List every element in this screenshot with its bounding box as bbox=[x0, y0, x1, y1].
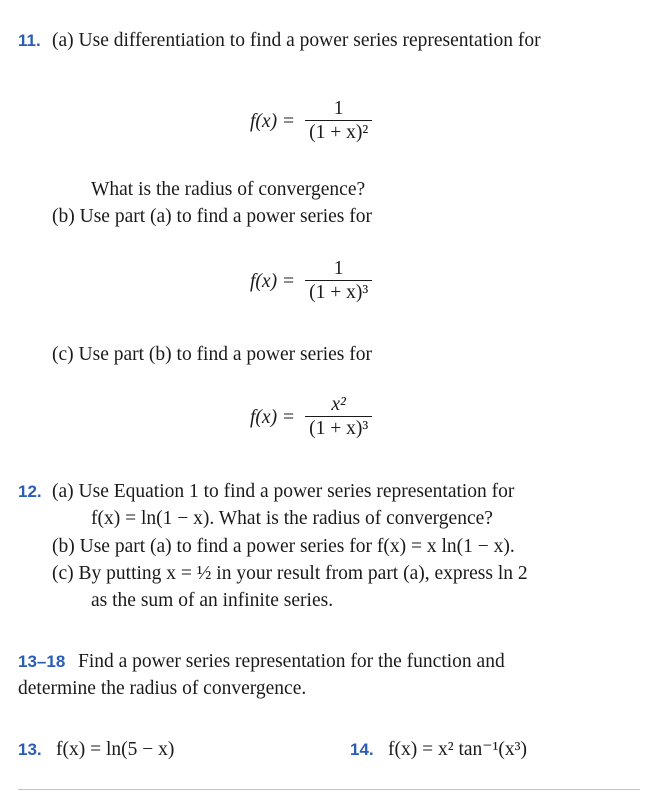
problem-11a-equation bbox=[250, 98, 372, 145]
problem-12c-line1: (c) By putting x = ½ in your result from part (a), express ln 2 bbox=[52, 563, 528, 584]
fraction bbox=[305, 98, 372, 145]
fraction-numerator: 1 bbox=[333, 258, 344, 279]
problem-11c-text: (c) Use part (b) to find a power series for bbox=[52, 344, 372, 365]
problem-14-expression: f(x) = x² tan⁻¹(x³) bbox=[388, 739, 527, 760]
problem-range-text-line2: determine the radius of convergence. bbox=[18, 678, 307, 699]
problem-11a-question: What is the radius of convergence? bbox=[91, 179, 366, 200]
fraction-denominator: (1 + x)² bbox=[309, 122, 369, 143]
fraction-denominator: (1 + x)³ bbox=[309, 418, 369, 439]
problem-range-text-line1: Find a power series representation for the function and bbox=[78, 651, 505, 672]
problem-14-number: 14. bbox=[350, 740, 374, 759]
problem-11c-equation bbox=[250, 394, 372, 441]
problem-13-expression: f(x) = ln(5 − x) bbox=[56, 739, 175, 760]
f-of-x-label: f(x) = bbox=[250, 110, 296, 132]
fraction bbox=[305, 258, 372, 305]
fraction-denominator: (1 + x)³ bbox=[309, 282, 369, 303]
problem-range-label: 13–18 bbox=[18, 652, 66, 671]
problem-12a-line2: f(x) = ln(1 − x). What is the radius of convergence? bbox=[91, 508, 493, 529]
fraction-numerator: 1 bbox=[333, 98, 344, 119]
problem-12c-line2: as the sum of an infinite series. bbox=[91, 590, 334, 611]
f-of-x-label: f(x) = bbox=[250, 406, 296, 428]
fraction-numerator: x² bbox=[331, 394, 346, 415]
fraction bbox=[305, 394, 372, 441]
problem-12b-text: (b) Use part (a) to find a power series for f(x) = x ln(1 − x). bbox=[52, 536, 515, 557]
problem-11-number: 11. bbox=[18, 31, 41, 50]
f-of-x-label: f(x) = bbox=[250, 270, 296, 292]
problem-11b-equation bbox=[250, 258, 372, 305]
problem-12a-line1: (a) Use Equation 1 to find a power series representation for bbox=[52, 481, 515, 502]
problem-13-number: 13. bbox=[18, 740, 42, 759]
problem-11b-text: (b) Use part (a) to find a power series for bbox=[52, 206, 372, 227]
problem-12-number: 12. bbox=[18, 482, 42, 501]
problem-11a-text: (a) Use differentiation to find a power series representation for bbox=[52, 30, 541, 51]
page-divider bbox=[18, 789, 640, 790]
